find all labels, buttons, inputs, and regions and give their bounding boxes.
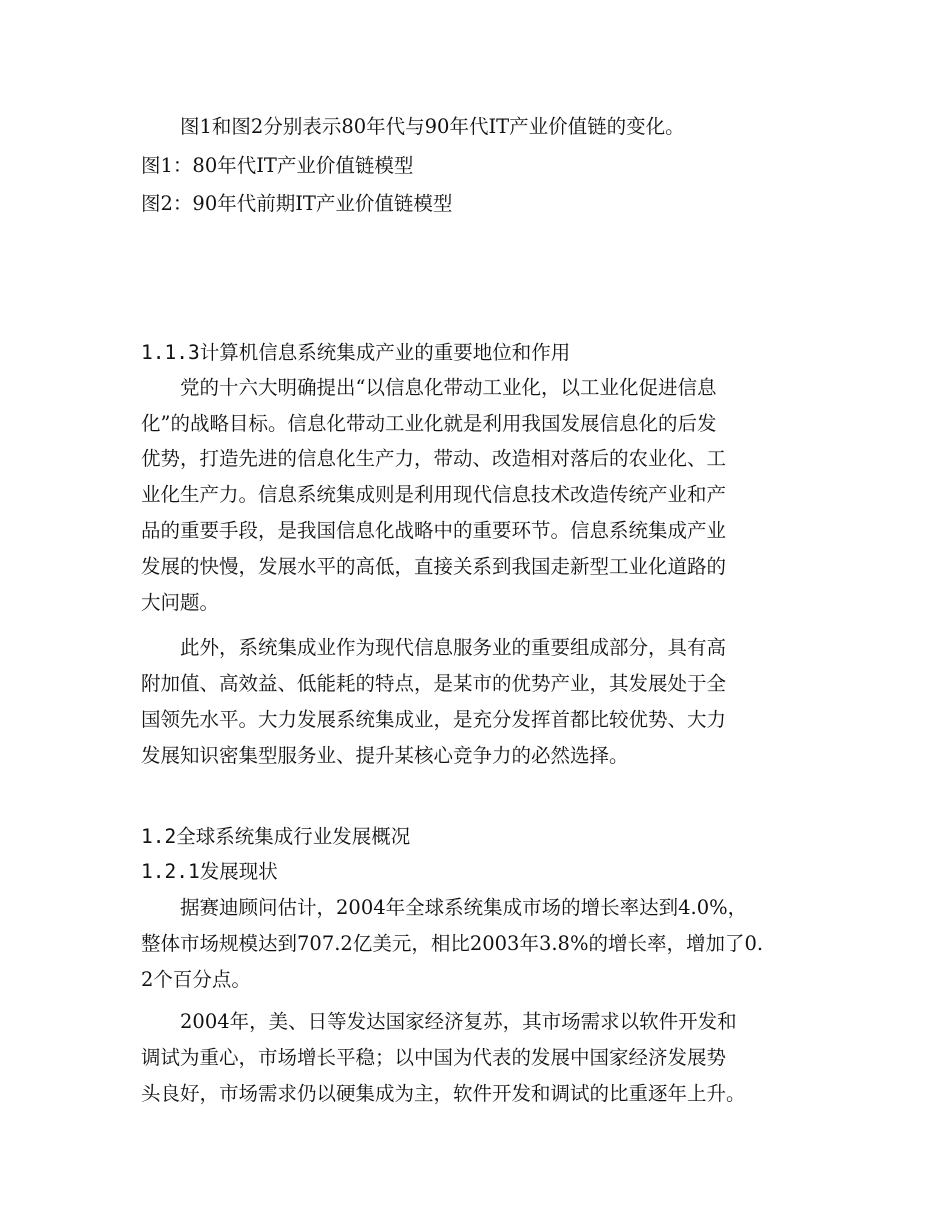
section-heading-1-2: 1.2全球系统集成行业发展概况: [141, 825, 411, 848]
section-heading-1-2-1: 1.2.1发展现状: [141, 860, 278, 883]
paragraph-line: 党的十六大明确提出“以信息化带动工业化，以工业化促进信息: [180, 376, 717, 399]
paragraph-line: 调试为重心，市场增长平稳；以中国为代表的发展中国家经济发展势: [141, 1046, 727, 1069]
paragraph-line: 2004年，美、日等发达国家经济复苏，其市场需求以软件开发和: [180, 1010, 737, 1033]
figure-2-caption: 图2：90年代前期IT产业价值链模型: [141, 192, 453, 215]
paragraph-line: 发展知识密集型服务业、提升某核心竞争力的必然选择。: [141, 744, 629, 767]
paragraph-line: 发展的快慢，发展水平的高低，直接关系到我国走新型工业化道路的: [141, 555, 727, 578]
paragraph-line: 据赛迪顾问估计，2004年全球系统集成市场的增长率达到4.0%，: [180, 896, 748, 919]
section-heading-1-1-3: 1.1.3计算机信息系统集成产业的重要地位和作用: [141, 341, 571, 364]
paragraph-line: 头良好，市场需求仍以硬集成为主，软件开发和调试的比重逐年上升。: [141, 1082, 746, 1105]
figure-1-caption: 图1：80年代IT产业价值链模型: [141, 154, 414, 177]
paragraph-line: 业化生产力。信息系统集成则是利用现代信息技术改造传统产业和产: [141, 483, 727, 506]
paragraph-line: 2个百分点。: [141, 968, 251, 991]
paragraph-line: 优势，打造先进的信息化生产力，带动、改造相对落后的农业化、工: [141, 447, 727, 470]
paragraph-line: 国领先水平。大力发展系统集成业，是充分发挥首都比较优势、大力: [141, 708, 727, 731]
paragraph-line: 附加值、高效益、低能耗的特点，是某市的优势产业，其发展处于全: [141, 672, 727, 695]
paragraph-line: 大问题。: [141, 591, 220, 614]
paragraph-line: 化”的战略目标。信息化带动工业化就是利用我国发展信息化的后发: [141, 412, 717, 435]
paragraph-line: 此外，系统集成业作为现代信息服务业的重要组成部分，具有高: [180, 636, 727, 659]
paragraph-line: 整体市场规模达到707.2亿美元，相比2003年3.8%的增长率，增加了0.: [141, 932, 764, 955]
paragraph-line: 品的重要手段，是我国信息化战略中的重要环节。信息系统集成产业: [141, 519, 727, 542]
intro-paragraph: 图1和图2分别表示80年代与90年代IT产业价值链的变化。: [180, 115, 685, 138]
